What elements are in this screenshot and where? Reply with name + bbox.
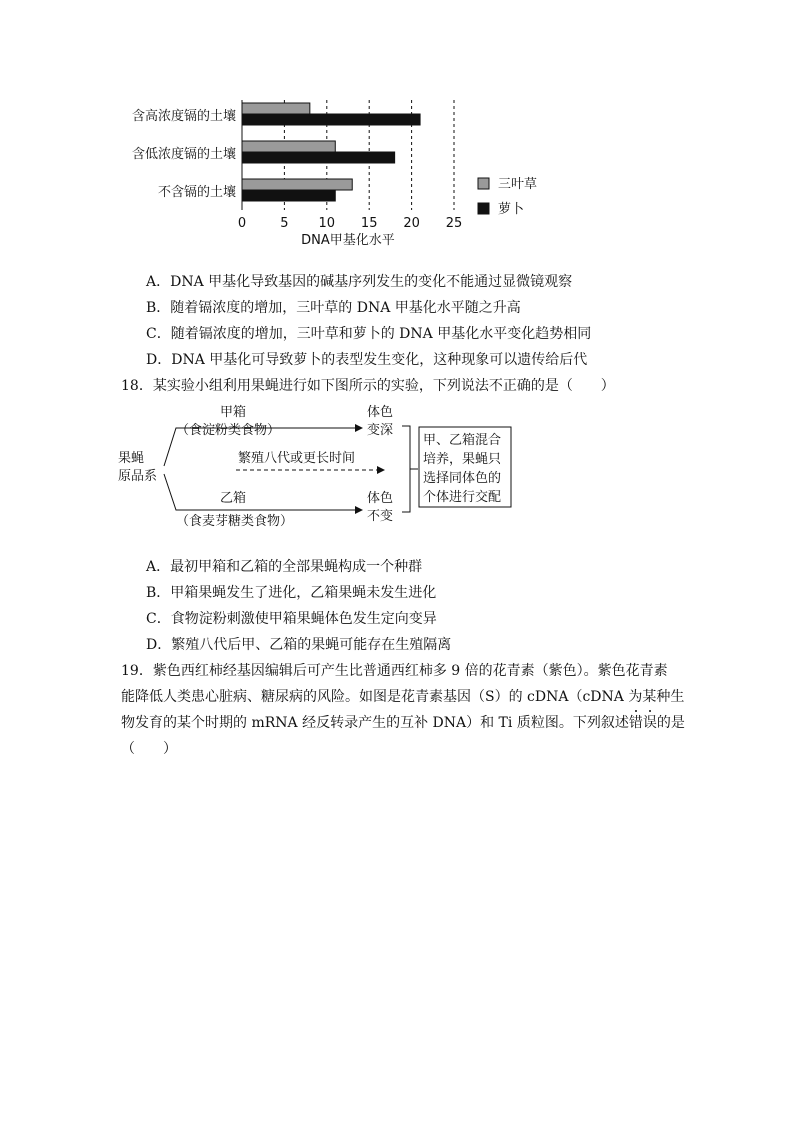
q19-line3-suffix: 的是	[656, 715, 685, 731]
q17-option-a: A．DNA 甲基化导致基因的碱基序列发生的变化不能通过显微镜观察	[146, 274, 573, 290]
q18-stem: 18．某实验小组利用果蝇进行如下图所示的实验，下列说法不正确的是（ ）	[121, 378, 615, 394]
result-bracket	[402, 426, 410, 512]
flow-diagram-svg	[118, 396, 538, 536]
result-b-line2: 不变	[367, 509, 394, 524]
x-tick-25: 25	[445, 216, 463, 231]
legend-swatch-radish	[478, 203, 489, 214]
branch-down-arrow-line	[164, 474, 362, 510]
bar-radish-1	[242, 152, 395, 163]
source-line2: 原品系	[118, 469, 158, 484]
dna-methylation-chart	[110, 95, 570, 255]
category-label-high: 含高浓度镉的土壤	[131, 109, 236, 124]
q17-option-c: C．随着镉浓度的增加，三叶草和萝卜的 DNA 甲基化水平变化趋势相同	[146, 326, 592, 342]
source-line1: 果蝇	[118, 451, 145, 466]
q17-option-d: D．DNA 甲基化可导致萝卜的表型发生变化，这种现象可以遗传给后代	[146, 352, 588, 368]
x-tick-5: 5	[280, 216, 289, 231]
legend-label-radish: 萝卜	[498, 202, 525, 217]
mix-line3: 选择同体色的	[423, 471, 502, 486]
chart-bars	[242, 103, 420, 201]
x-tick-15: 15	[360, 216, 378, 231]
q19-emphasis-char-1: 错	[628, 715, 643, 731]
bar-radish-0	[242, 114, 420, 125]
legend-swatch-clover	[478, 178, 489, 189]
q19-emphasis-char-2: 误	[642, 715, 657, 731]
mix-line2: 培养，果蝇只	[423, 452, 502, 467]
q18-option-d: D．繁殖八代后甲、乙箱的果蝇可能存在生殖隔离	[146, 637, 452, 653]
q19-line4: （ ）	[121, 741, 177, 757]
legend-label-clover: 三叶草	[498, 177, 538, 192]
category-label-low: 含低浓度镉的土壤	[131, 147, 236, 162]
x-tick-10: 10	[318, 216, 336, 231]
q19-line3	[121, 713, 685, 733]
middle-label: 繁殖八代或更长时间	[238, 451, 356, 466]
box-b-food: （食麦芽糖类食物）	[176, 514, 294, 529]
mix-line4: 个体进行交配	[423, 490, 502, 505]
q19-line2: 能降低人类患心脏病、糖尿病的风险。如图是花青素基因（S）的 cDNA（cDNA 为某种生	[121, 689, 685, 705]
result-b-line1: 体色	[367, 491, 394, 506]
result-a-line2: 变深	[367, 423, 394, 438]
box-a-title: 甲箱	[220, 405, 247, 420]
x-axis-label: DNA甲基化水平	[301, 233, 395, 248]
q18-option-a: A．最初甲箱和乙箱的全部果蝇构成一个种群	[146, 559, 423, 575]
bar-chart-svg	[110, 95, 570, 255]
q19-line3-prefix: 物发育的某个时期的 mRNA 经反转录产生的互补 DNA）和 Ti 质粒图。下列叙述	[121, 715, 629, 731]
bar-clover-2	[242, 179, 352, 190]
result-a-line1: 体色	[367, 405, 394, 420]
bar-clover-0	[242, 103, 310, 114]
x-tick-0: 0	[237, 216, 247, 231]
q18-flow-diagram	[118, 396, 538, 536]
x-tick-20: 20	[403, 216, 420, 231]
bar-clover-1	[242, 141, 335, 152]
q18-option-b: B．甲箱果蝇发生了进化，乙箱果蝇未发生进化	[146, 585, 437, 601]
bar-radish-2	[242, 190, 335, 201]
box-b-title: 乙箱	[220, 491, 247, 506]
box-a-food: （食淀粉类食物）	[176, 423, 281, 438]
mix-line1: 甲、乙箱混合	[423, 433, 502, 448]
category-label-none: 不含镉的土壤	[157, 185, 236, 200]
q18-option-c: C．食物淀粉刺激使甲箱果蝇体色发生定向变异	[146, 611, 437, 627]
q19-line1: 19．紫色西红柿经基因编辑后可产生比普通西红柿多 9 倍的花青素（紫色）。紫色花青素	[121, 663, 668, 679]
q17-option-b: B．随着镉浓度的增加，三叶草的 DNA 甲基化水平随之升高	[146, 300, 521, 316]
